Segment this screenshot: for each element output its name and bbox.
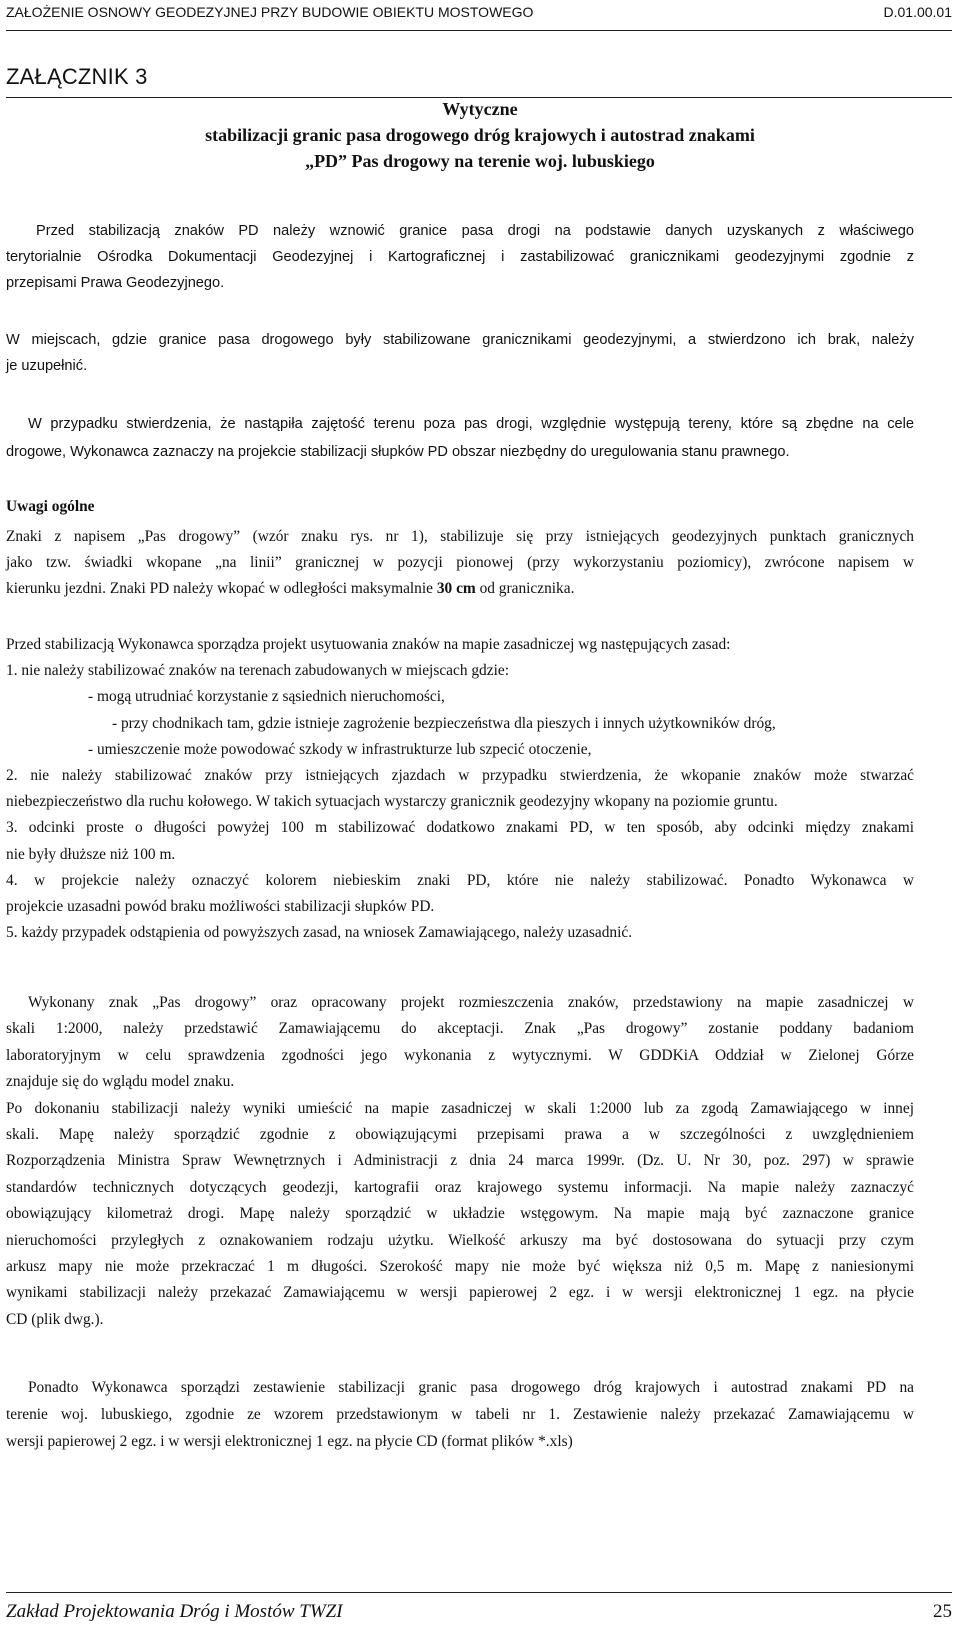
header-code: D.01.00.01 bbox=[883, 4, 952, 20]
rule-2: 2. nie należy stabilizować znaków przy istniejących zjazdach w przypadku stwierdzenia, że wkopanie znaków może stwarzać bbox=[6, 767, 914, 785]
page-footer bbox=[6, 1592, 952, 1622]
section-general-remarks: Uwagi ogólne Znaki z napisem „Pas drogowy” (wzór znaku rys. nr 1), stabilizuje się przy istniejących geodezyjnych punktach granicznych jako tzw. świadki wkopane „na linii” granicznej w pozycji pionowej (przy wykorzystaniu poziomicy), zwrócone napisem w kierunku jezdni. Znaki PD należy wkopać w odległości maksymalnie 30 cm od granicznika. bbox=[6, 494, 914, 602]
page-header bbox=[6, 0, 952, 31]
paragraph-project-and-map: Wykonany znak „Pas drogowy” oraz opracowany projekt rozmieszczenia znaków, przedstawiony na mapie zasadniczej w skali 1:2000, należy przedstawić Zamawiającemu do akceptacji. Znak „Pas drogowy” zostanie poddany badaniom laboratoryjnym w celu sprawdzenia zgodności jego wykonania z wytycznymi. W GDDKiA Oddział w Zielonej Górze znajduje się do wglądu model znaku. Po dokonaniu stabilizacji należy wyniki umieścić na mapie zasadniczej w skali 1:2000 lub za zgodą Zamawiającego w innej skali. Mapę należy sporządzić zgodnie z obowiązującymi przepisami prawa a w szczególności z uwzględnieniem Rozporządzenia Ministra Spraw Wewnętrznych i Administracji z dnia 24 marca 1999r. (Dz. U. Nr 30, poz. 297) w sprawie standardów technicznych dotyczących geodezji, kartografii oraz krajowego systemu informacji. Na mapie należy zaznaczyć obowiązujący kilometraż drogi. Mapę należy sporządzić w układzie wstęgowym. Na mapie mają być zaznaczone granice nieruchomości przyległych z oznakowaniem rodzaju użytku. Wielkość arkuszy ma być dostosowana do sytuacji przy czym arkusz mapy nie może przekraczać 1 m długości. Szerokość mapy nie może być większa niż 0,5 m. Mapę z naniesionymi wynikami stabilizacji należy przekazać Zamawiającemu w wersji papierowej 2 egz. i w wersji elektronicznej 1 egz. na płycie CD (plik dwg.). bbox=[6, 994, 914, 1328]
footer-page-number: 25 bbox=[933, 1601, 952, 1622]
paragraph-missing-markers: W miejscach, gdzie granice pasa drogowego były stabilizowane granicznikami geodezyjnymi, a stwierdzono ich brak, należy je uzupełnić. bbox=[6, 332, 914, 374]
footer-organization: Zakład Projektowania Dróg i Mostów TWZI bbox=[6, 1601, 343, 1622]
title-line-2: stabilizacji granic pasa drogowego dróg krajowych i autostrad znakami bbox=[205, 125, 755, 145]
title-line-1: Wytyczne bbox=[442, 99, 518, 119]
annex-label: ZAŁĄCZNIK 3 bbox=[6, 64, 148, 89]
rule-1a: - mogą utrudniać korzystanie z sąsiednich nieruchomości, bbox=[88, 688, 445, 706]
paragraph-stabilization-intro: Przed stabilizacją znaków PD należy wznowić granice pasa drogi na podstawie danych uzyskanych z właściwego terytorialnie Ośrodka Dokumentacji Geodezyjnej i Kartograficznej i zastabilizować granicznikami geodezyjnymi zgodnie z przepisami Prawa Geodezyjnego. bbox=[6, 223, 914, 291]
rule-1b: - przy chodnikach tam, gdzie istnieje zagrożenie bezpieczeństwa dla pieszych i innych użytkowników dróg, bbox=[112, 714, 776, 732]
document-title bbox=[0, 92, 960, 174]
general-remarks-heading: Uwagi ogólne bbox=[6, 498, 95, 515]
rule-1c: - umieszczenie może powodować szkody w infrastrukturze lub szpecić otoczenie, bbox=[88, 740, 592, 758]
paragraph-land-occupation: W przypadku stwierdzenia, że nastąpiła zajętość terenu poza pas drogi, względnie występują tereny, które są zbędne na cele drogowe, Wykonawca zaznaczy na projekcie stabilizacji słupków PD obszar niezbędny do uregulowania stanu prawnego. bbox=[6, 416, 914, 460]
header-title: ZAŁOŻENIE OSNOWY GEODEZYJNEJ PRZY BUDOWIE OBIEKTU MOSTOWEGO bbox=[6, 4, 534, 20]
rule-5: 5. każdy przypadek odstąpienia od powyższych zasad, na wniosek Zamawiającego, należy uzasadnić. bbox=[6, 924, 633, 942]
paragraph-summary-report: Ponadto Wykonawca sporządzi zestawienie stabilizacji granic pasa drogowego dróg krajowych i autostrad znakami PD na terenie woj. lubuskiego, zgodnie ze wzorem przedstawionym w tabeli nr 1. Zestawienie należy przekazać Zamawiającemu w wersji papierowej 2 egz. i w wersji elektronicznej 1 egz. na płycie CD (format plików *.xls) bbox=[6, 1379, 914, 1450]
rule-3: 3. odcinki proste o długości powyżej 100 m stabilizować dodatkowo znakami PD, w ten sposób, aby odcinki między znakami bbox=[6, 819, 914, 837]
title-line-3: „PD” Pas drogowy na terenie woj. lubuskiego bbox=[305, 151, 655, 171]
rules-intro: Przed stabilizacją Wykonawca sporządza projekt usytuowania znaków na mapie zasadniczej wg następujących zasad: bbox=[6, 636, 731, 653]
section-rules: Przed stabilizacją Wykonawca sporządza projekt usytuowania znaków na mapie zasadniczej wg następujących zasad: 1. nie należy stabilizować znaków na terenach zabudowanych w miejscach gdzie: - mogą utrudniać korzystanie z sąsiednich nieruchomości, - przy chodnikach tam, gdzie istnieje zagrożenie bezpieczeństwa dla pieszych i innych użytkowników dróg, - umieszczenie może powodować szkody w infrastrukturze lub szpecić otoczenie, 2. nie należy stabilizować znaków przy istniejących zjazdach w przypadku stwierdzenia, że wkopanie znaków może stwarzać niebezpieczeństwo dla ruchu kołowego. W takich sytuacjach wystarczy granicznik geodezyjny wkopany na poziomie gruntu. 3. odcinki proste o długości powyżej 100 m stabilizować dodatkowo znakami PD, w ten sposób, aby odcinki między znakami nie były dłuższe niż 100 m. 4. w projekcie należy oznaczyć kolorem niebieskim znaki PD, które nie należy stabilizować. Ponadto Wykonawca w projekcie uzasadni powód braku możliwości stabilizacji słupków PD. 5. każdy przypadek odstąpienia od powyższych zasad, na wniosek Zamawiającego, należy uzasadnić. bbox=[6, 632, 914, 946]
rule-4: 4. w projekcie należy oznaczyć kolorem niebieskim znaki PD, które nie należy stabilizować. Ponadto Wykonawca w bbox=[6, 871, 914, 889]
rule-1: 1. nie należy stabilizować znaków na terenach zabudowanych w miejscach gdzie: bbox=[6, 662, 509, 680]
